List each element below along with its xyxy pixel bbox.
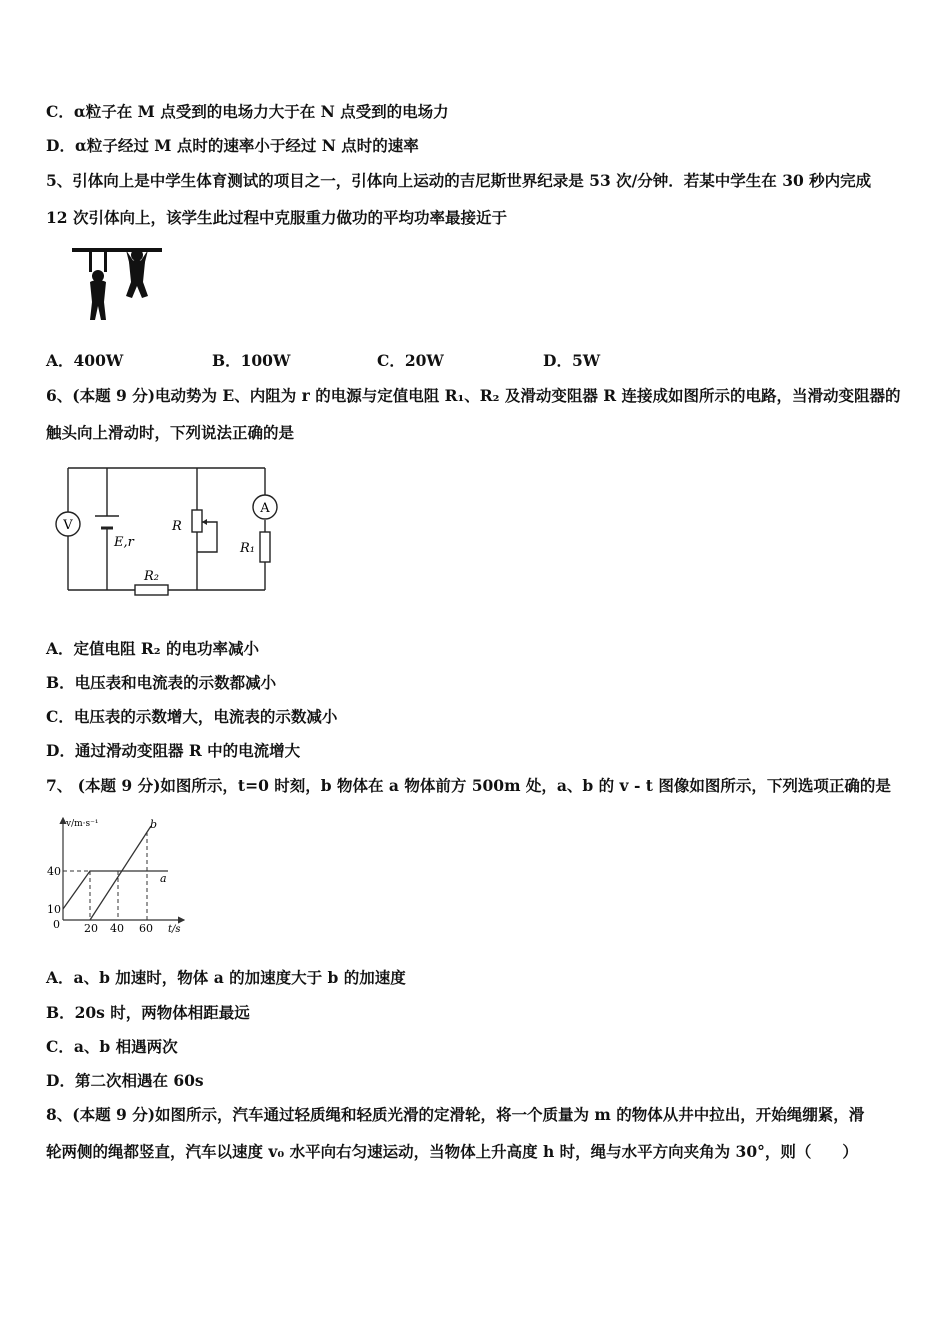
q5-option-d: D．5W — [543, 351, 601, 370]
r2-label: R₂ — [144, 569, 159, 584]
line-b-label: b — [150, 818, 158, 831]
person-pulled-up-icon — [126, 249, 148, 298]
source-label: E,r — [114, 535, 134, 550]
q7-option-c: C．a、b 相遇两次 — [46, 1037, 178, 1056]
vt-graph — [44, 812, 194, 937]
person-hanging-icon — [89, 250, 107, 320]
resistor-r1-icon — [260, 532, 270, 562]
rheostat-label: R — [172, 519, 182, 534]
q5-stem-line1: 5、引体向上是中学生体育测试的项目之一，引体向上运动的吉尼斯世界纪录是 53 次/分钟．若某中学生在 30 秒内完成 — [46, 171, 872, 190]
rheostat-icon — [192, 510, 202, 532]
pull-up-figure — [70, 240, 165, 330]
q4-option-d: D．α粒子经过 M 点时的速率小于经过 N 点时的速率 — [46, 136, 419, 155]
q4-option-c: C．α粒子在 M 点受到的电场力大于在 N 点受到的电场力 — [46, 102, 449, 121]
ammeter-label: A — [260, 501, 270, 516]
line-a — [63, 871, 168, 909]
q8-stem-line2: 轮两侧的绳都竖直，汽车以速度 v₀ 水平向右匀速运动，当物体上升高度 h 时，绳与水平方向夹角为 30°，则（ ） — [46, 1142, 858, 1161]
x-tick-40: 40 — [110, 922, 124, 935]
x-tick-60: 60 — [139, 922, 153, 935]
y-tick-10: 10 — [47, 903, 61, 916]
r1-label: R₁ — [240, 541, 255, 556]
q7-stem: 7、 (本题 9 分)如图所示，t=0 时刻，b 物体在 a 物体前方 500m 处，a、b 的 v - t 图像如图所示，下列选项正确的是 — [46, 776, 891, 795]
x-axis-label: t/s — [168, 924, 181, 935]
q6-option-b: B．电压表和电流表的示数都减小 — [46, 673, 277, 692]
q8-stem-line1: 8、(本题 9 分)如图所示，汽车通过轻质绳和轻质光滑的定滑轮，将一个质量为 m 的物体从井中拉出，开始绳绷紧，滑 — [46, 1105, 865, 1124]
line-a-label: a — [160, 872, 167, 885]
line-b — [90, 826, 151, 920]
q5-option-b: B．100W — [212, 351, 291, 370]
resistor-r2-icon — [135, 585, 168, 595]
q6-stem-line1: 6、(本题 9 分)电动势为 E、内阻为 r 的电源与定值电阻 R₁、R₂ 及滑动变阻器 R 连接成如图所示的电路，当滑动变阻器的 — [46, 386, 901, 405]
voltmeter-label: V — [63, 518, 73, 533]
q5-option-a: A．400W — [46, 351, 124, 370]
x-tick-20: 20 — [84, 922, 98, 935]
q6-option-c: C．电压表的示数增大，电流表的示数减小 — [46, 707, 338, 726]
q6-stem-line2: 触头向上滑动时，下列说法正确的是 — [46, 423, 295, 442]
circuit-diagram — [50, 460, 300, 605]
q7-option-b: B．20s 时，两物体相距最远 — [46, 1003, 250, 1022]
q5-stem-line2: 12 次引体向上，该学生此过程中克服重力做功的平均功率最接近于 — [46, 208, 507, 227]
q5-option-c: C．20W — [377, 351, 444, 370]
q7-option-d: D．第二次相遇在 60s — [46, 1071, 204, 1090]
q6-option-d: D．通过滑动变阻器 R 中的电流增大 — [46, 741, 301, 760]
y-axis-label: v/m·s⁻¹ — [66, 819, 99, 829]
q7-option-a: A．a、b 加速时，物体 a 的加速度大于 b 的加速度 — [46, 968, 406, 987]
q6-option-a: A．定值电阻 R₂ 的电功率减小 — [46, 639, 259, 658]
origin-label: 0 — [53, 918, 60, 931]
y-tick-40: 40 — [47, 865, 61, 878]
